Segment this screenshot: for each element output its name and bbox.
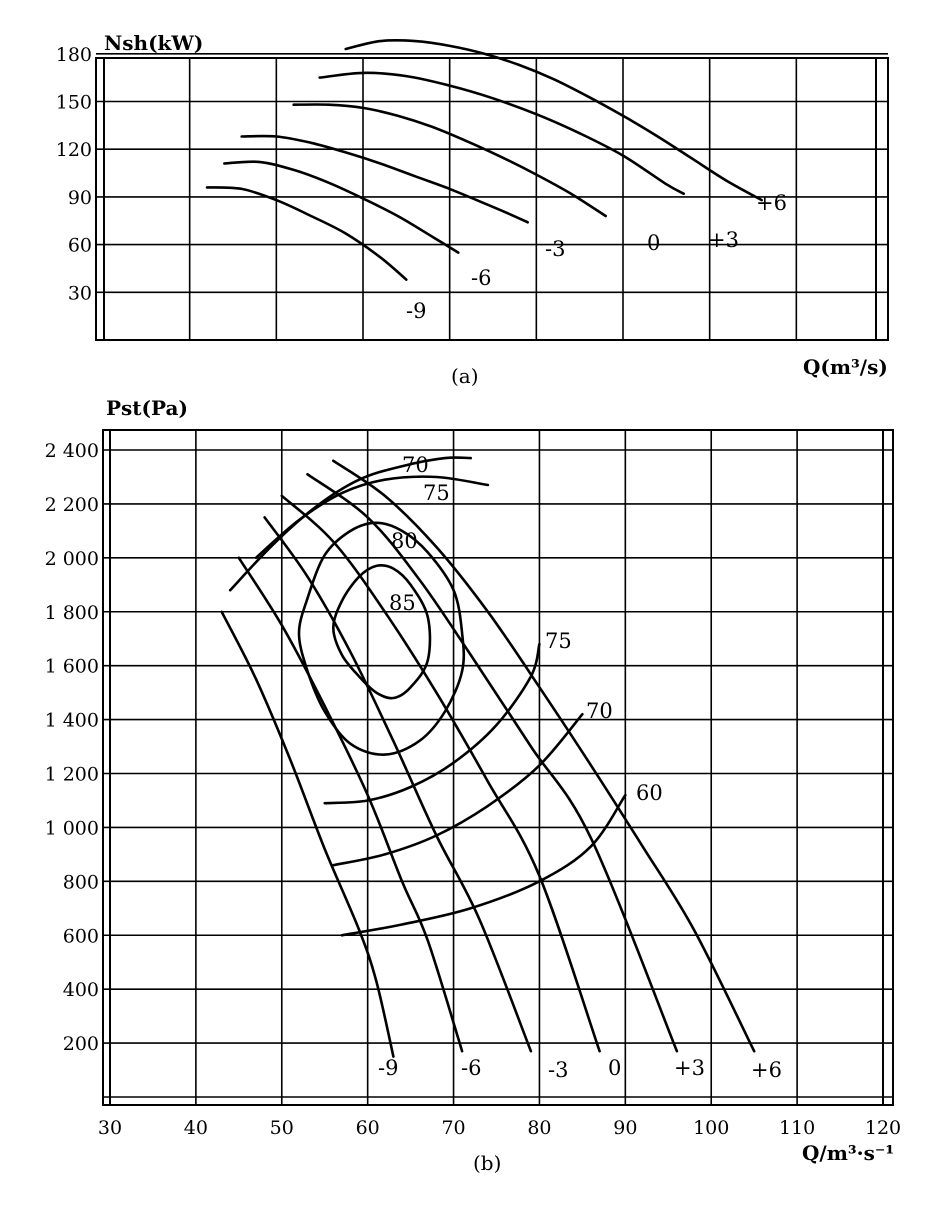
chart-b-x-tick-label: 90 [613,1117,638,1139]
chart-a-curve-label: -3 [545,237,566,261]
chart-b-blade-label: -3 [548,1058,569,1082]
chart-b-efficiency-contours [230,457,625,935]
chart-b-y-tick-label: 200 [62,1033,99,1056]
chart-b-x-tick-label: 100 [693,1117,730,1139]
chart-b-efficiency-label: 75 [423,481,450,505]
chart-b-blade-label: 0 [608,1056,622,1080]
chart-b-efficiency-curve-75 [325,644,540,803]
chart-b-blade-curve-plus3 [308,474,677,1051]
chart-b-efficiency-label: 70 [586,699,613,723]
chart-b-y-tick-label: 1 200 [44,763,99,786]
chart-a-curve-label: +6 [756,191,787,215]
chart-b-blade-label: -6 [461,1056,482,1080]
chart-b-y-tick-label: 1 000 [44,817,99,840]
chart-b-frame [103,430,893,1105]
chart-b-x-tick-label: 60 [355,1117,380,1139]
chart-b-efficiency-label: 75 [545,629,572,653]
chart-a-curve-label: -6 [471,266,492,290]
chart-a-y-tick-label: 150 [55,91,92,114]
chart-b-x-tick-label: 70 [441,1117,466,1139]
chart-b-ylabel: Pst(Pa) [106,396,188,420]
chart-a-ylabel: Nsh(kW) [104,31,204,55]
chart-b-y-tick-label: 2 200 [44,493,99,516]
chart-a-y-tick-label: 120 [55,139,92,162]
chart-b-y-tick-label: 1 400 [44,709,99,732]
chart-b-blade-label: -9 [378,1056,399,1080]
chart-b-efficiency-label: 80 [391,529,418,553]
chart-b-x-tick-label: 50 [269,1117,294,1139]
chart-b-caption: (b) [473,1151,502,1175]
chart-b-y-tick-label: 2 000 [44,547,99,570]
chart-a-curve-label: +3 [708,228,739,252]
chart-b-efficiency-curve-60 [342,795,625,935]
chart-a-tick-labels [56,44,92,305]
chart-b-y-tick-label: 2 400 [44,440,99,462]
chart-b-grid [103,430,893,1105]
chart-a-y-tick-label: 60 [67,234,92,257]
chart-a-xlabel: Q(m³/s) [803,355,888,379]
chart-b-efficiency-label: 60 [636,781,663,805]
chart-b-efficiency-label: 70 [402,453,429,477]
chart-b-y-tick-label: 600 [62,925,99,948]
chart-b-static-pressure [45,396,902,1175]
chart-a-curve-minus9 [207,187,406,279]
chart-a-y-tick-label: 30 [67,282,92,305]
chart-b-xlabel: Q/m³·s⁻¹ [802,1141,895,1165]
chart-b-y-tick-label: 1 600 [44,655,99,678]
chart-a-curve-minus6 [224,162,458,253]
chart-b-efficiency-curve-70 [333,714,582,865]
chart-a-curve-plus3 [320,73,684,194]
chart-b-blade-label: +6 [751,1058,782,1082]
chart-b-x-tick-label: 30 [97,1117,123,1139]
chart-b-x-tick-label: 120 [864,1117,902,1139]
chart-b-x-tick-label: 110 [778,1117,816,1139]
chart-b-x-tick-label: 80 [527,1117,552,1139]
chart-a-shaft-power [56,31,888,388]
chart-b-blade-angle-curves [222,461,755,1057]
chart-b-y-tick-label: 1 800 [44,601,99,624]
chart-a-curve-label: 0 [647,231,661,255]
chart-b-tick-labels [45,440,902,1139]
chart-a-curve-label: -9 [406,299,427,323]
chart-b-y-tick-label: 400 [62,979,99,1002]
chart-b-x-tick-label: 40 [183,1117,208,1139]
chart-a-y-tick-label: 180 [55,43,92,66]
chart-a-power-curves [207,40,762,279]
chart-a-y-tick-label: 90 [67,186,92,209]
chart-b-efficiency-curve-85 [333,565,430,698]
chart-b-efficiency-label: 85 [389,591,416,615]
chart-a-caption: (a) [451,364,479,388]
chart-b-blade-label: +3 [674,1056,705,1080]
chart-b-y-tick-label: 800 [62,871,99,894]
